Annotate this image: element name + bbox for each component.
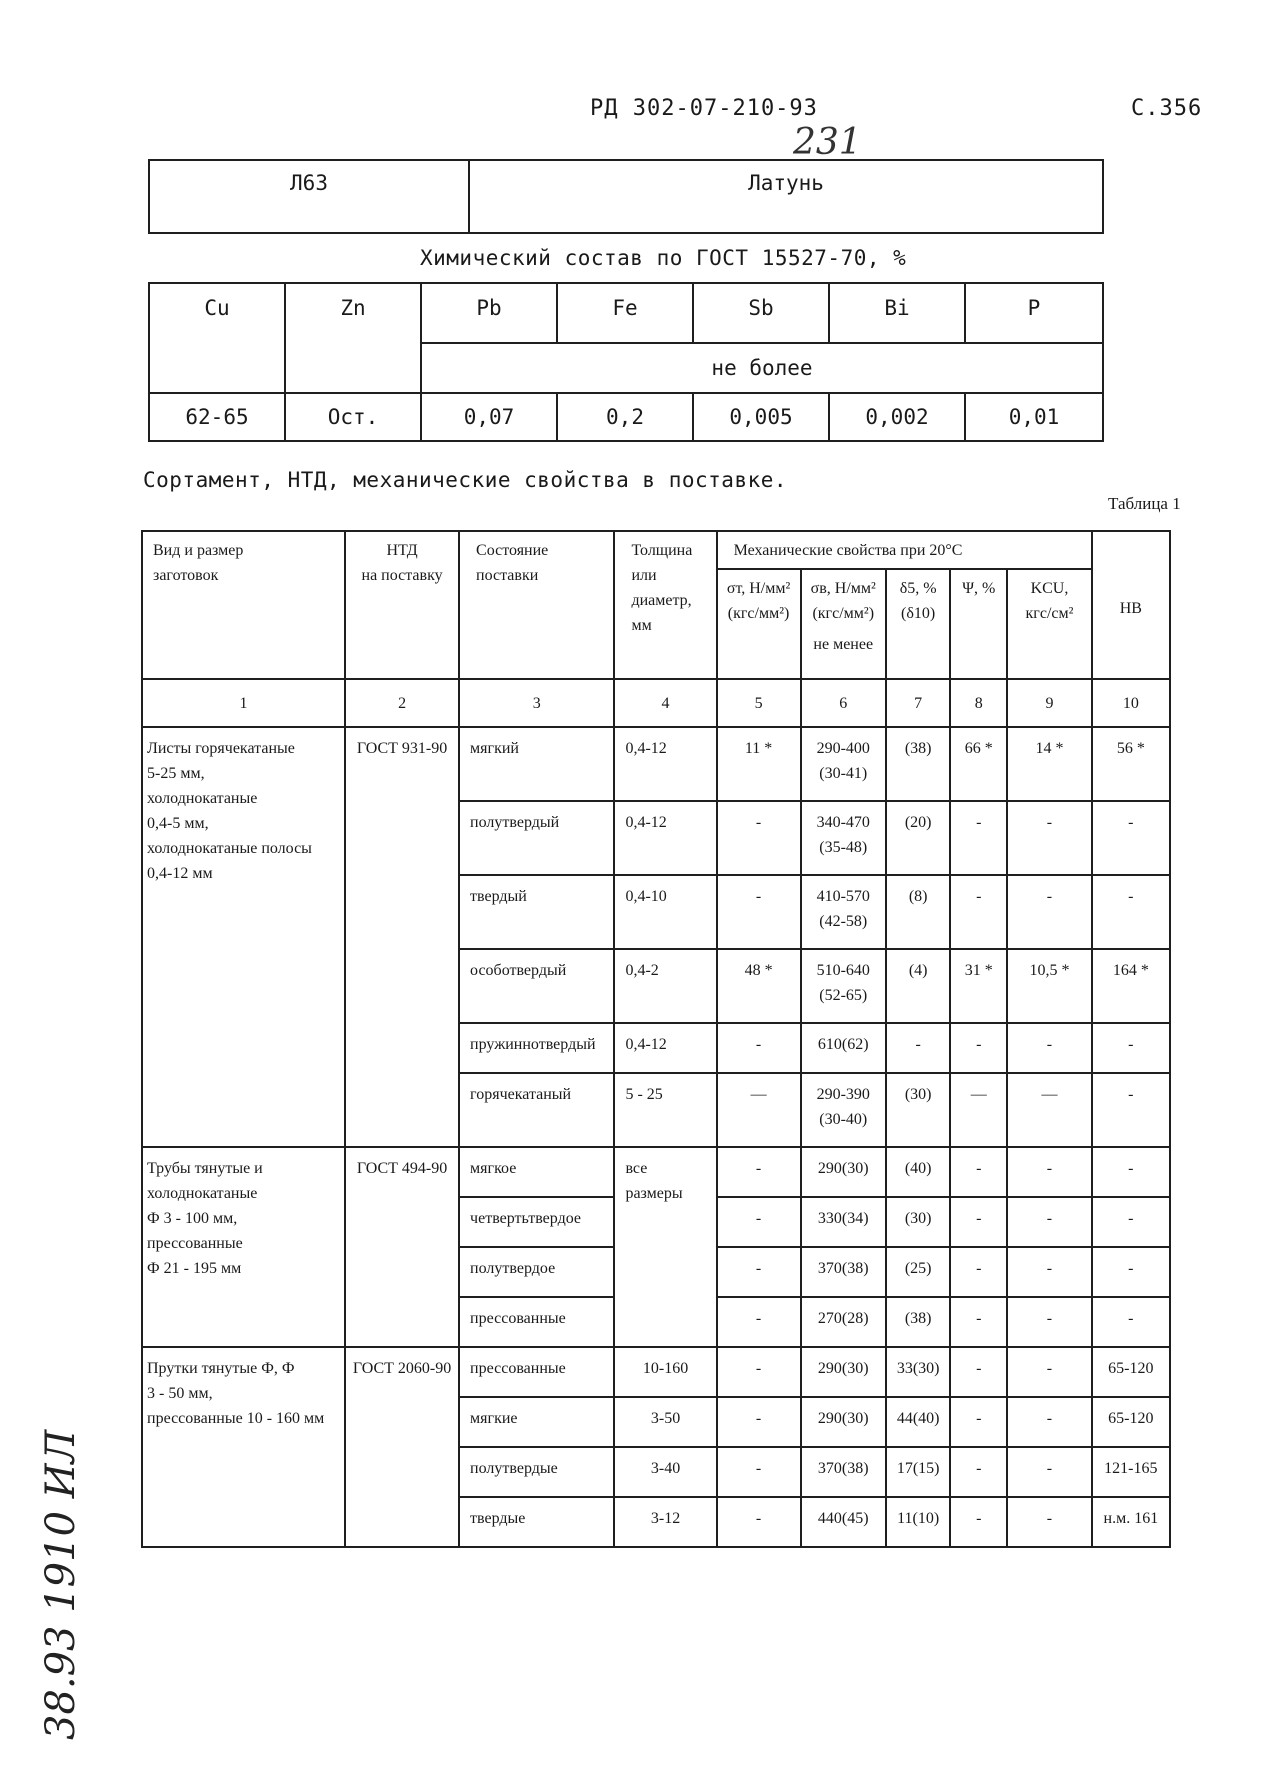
psi-cell: -: [950, 1397, 1007, 1447]
sigma-v-cell: 410-570 (42-58): [801, 875, 886, 949]
kcu-cell: -: [1007, 1447, 1091, 1497]
chem-header-cu: Cu: [149, 283, 285, 393]
sigma-v-cell: 290(30): [801, 1347, 886, 1397]
material-grade: Л63: [149, 160, 469, 233]
sigma-t-cell: -: [717, 1447, 801, 1497]
group3-ntd: ГОСТ 2060-90: [345, 1347, 459, 1547]
sigma-v-cell: 340-470 (35-48): [801, 801, 886, 875]
sigma-v-cell: 440(45): [801, 1497, 886, 1547]
state-cell: мягкое: [459, 1147, 614, 1197]
sigma-t-cell: -: [717, 1247, 801, 1297]
state-cell: твердый: [459, 875, 614, 949]
col-num: 2: [345, 679, 459, 727]
state-cell: полутвердое: [459, 1247, 614, 1297]
kcu-cell: -: [1007, 1147, 1091, 1197]
table-row: [142, 727, 1170, 801]
state-cell: горячекатаный: [459, 1073, 614, 1147]
thickness-cell: 0,4-12: [614, 727, 716, 801]
delta-cell: (38): [886, 727, 950, 801]
chem-value-bi: 0,002: [829, 393, 965, 441]
kcu-cell: -: [1007, 875, 1091, 949]
thickness-cell: 0,4-12: [614, 801, 716, 875]
delta-cell: 44(40): [886, 1397, 950, 1447]
psi-cell: -: [950, 1023, 1007, 1073]
sigma-t-cell: -: [717, 1297, 801, 1347]
state-cell: пружиннотвердый: [459, 1023, 614, 1073]
psi-cell: -: [950, 1347, 1007, 1397]
column-number-row: [142, 679, 1170, 727]
thickness-cell: 0,4-2: [614, 949, 716, 1023]
header-state: Состояние поставки: [459, 531, 614, 679]
chem-limit-note: не более: [421, 343, 1103, 393]
chem-header-p: P: [965, 283, 1103, 343]
header-delta: δ5, % (δ10): [886, 569, 950, 679]
header-min-note: не менее: [813, 636, 874, 653]
state-cell: особотвердый: [459, 949, 614, 1023]
delta-cell: 11(10): [886, 1497, 950, 1547]
sigma-v-cell: 330(34): [801, 1197, 886, 1247]
kcu-cell: -: [1007, 1197, 1091, 1247]
material-name: Латунь: [469, 160, 1103, 233]
sigma-v-cell: 270(28): [801, 1297, 886, 1347]
sigma-t-cell: -: [717, 1397, 801, 1447]
group2-form: Трубы тянутые и холоднокатаные Ф 3 - 100 мм, прессованные Ф 21 - 195 мм: [142, 1147, 345, 1347]
psi-cell: -: [950, 1197, 1007, 1247]
chem-value-fe: 0,2: [557, 393, 693, 441]
delta-cell: (40): [886, 1147, 950, 1197]
sigma-t-cell: -: [717, 1147, 801, 1197]
header-form: Вид и размер заготовок: [142, 531, 345, 679]
sigma-t-cell: -: [717, 1497, 801, 1547]
chem-title: Химический состав по ГОСТ 15527-70, %: [420, 246, 907, 270]
chem-header-pb: Pb: [421, 283, 557, 343]
col-num: 3: [459, 679, 614, 727]
header-sigma-t: σт, Н/мм² (кгс/мм²): [717, 569, 801, 679]
sigma-v-cell: 290-390 (30-40): [801, 1073, 886, 1147]
state-cell: полутвердый: [459, 801, 614, 875]
hb-cell: -: [1092, 1023, 1170, 1073]
col-num: 6: [801, 679, 886, 727]
delta-cell: (38): [886, 1297, 950, 1347]
delta-cell: (25): [886, 1247, 950, 1297]
psi-cell: -: [950, 1147, 1007, 1197]
document-code: РД 302-07-210-93: [590, 96, 818, 121]
header-sigma-v: σв, Н/мм² (кгс/мм²) не менее: [801, 569, 886, 679]
thickness-cell: 3-40: [614, 1447, 716, 1497]
kcu-cell: 10,5 *: [1007, 949, 1091, 1023]
thickness-cell: 3-50: [614, 1397, 716, 1447]
delta-cell: (30): [886, 1073, 950, 1147]
kcu-cell: -: [1007, 801, 1091, 875]
chem-header-zn: Zn: [285, 283, 421, 393]
sigma-t-cell: -: [717, 875, 801, 949]
hb-cell: 65-120: [1092, 1397, 1170, 1447]
thickness-cell: 5 - 25: [614, 1073, 716, 1147]
kcu-cell: —: [1007, 1073, 1091, 1147]
hb-cell: 121-165: [1092, 1447, 1170, 1497]
material-table: [148, 159, 1104, 234]
kcu-cell: -: [1007, 1297, 1091, 1347]
col-num: 8: [950, 679, 1007, 727]
thickness-cell: 0,4-12: [614, 1023, 716, 1073]
header-ntd: НТД на поставку: [345, 531, 459, 679]
psi-cell: -: [950, 801, 1007, 875]
chem-value-sb: 0,005: [693, 393, 829, 441]
delta-cell: -: [886, 1023, 950, 1073]
psi-cell: -: [950, 1247, 1007, 1297]
sortament-title: Сортамент, НТД, механические свойства в поставке.: [143, 468, 788, 492]
group3-form: Прутки тянутые Ф, Ф 3 - 50 мм, прессованные 10 - 160 мм: [142, 1347, 345, 1547]
kcu-cell: -: [1007, 1347, 1091, 1397]
state-cell: полутвердые: [459, 1447, 614, 1497]
sigma-t-cell: -: [717, 1197, 801, 1247]
col-num: 7: [886, 679, 950, 727]
psi-cell: 31 *: [950, 949, 1007, 1023]
delta-cell: (20): [886, 801, 950, 875]
delta-cell: 33(30): [886, 1347, 950, 1397]
header-kcu: KCU, кгс/см²: [1007, 569, 1091, 679]
hb-cell: -: [1092, 1247, 1170, 1297]
chem-value-pb: 0,07: [421, 393, 557, 441]
table-label: Таблица 1: [1108, 494, 1181, 513]
handwritten-number: 231: [793, 122, 862, 163]
hb-cell: 65-120: [1092, 1347, 1170, 1397]
group1-ntd: ГОСТ 931-90: [345, 727, 459, 1147]
psi-cell: -: [950, 1497, 1007, 1547]
page-number: С.356: [1131, 96, 1203, 121]
hb-cell: н.м. 161: [1092, 1497, 1170, 1547]
kcu-cell: -: [1007, 1397, 1091, 1447]
thickness-cell: 0,4-10: [614, 875, 716, 949]
kcu-cell: 14 *: [1007, 727, 1091, 801]
col-num: 4: [614, 679, 716, 727]
chem-header-sb: Sb: [693, 283, 829, 343]
delta-cell: (8): [886, 875, 950, 949]
header-hb: НВ: [1092, 531, 1170, 679]
psi-cell: 66 *: [950, 727, 1007, 801]
chem-value-p: 0,01: [965, 393, 1103, 441]
table-row: [142, 1347, 1170, 1397]
sigma-t-cell: -: [717, 1347, 801, 1397]
group2-ntd: ГОСТ 494-90: [345, 1147, 459, 1347]
state-cell: четвертьтвердое: [459, 1197, 614, 1247]
sigma-v-cell: 370(38): [801, 1247, 886, 1297]
hb-cell: -: [1092, 1197, 1170, 1247]
table-row: [142, 1147, 1170, 1197]
col-num: 1: [142, 679, 345, 727]
hb-cell: -: [1092, 875, 1170, 949]
sigma-t-cell: —: [717, 1073, 801, 1147]
hb-cell: -: [1092, 1073, 1170, 1147]
delta-cell: (30): [886, 1197, 950, 1247]
properties-table: [141, 530, 1171, 1548]
state-cell: прессованные: [459, 1297, 614, 1347]
state-cell: твердые: [459, 1497, 614, 1547]
header-thickness: Толщина или диаметр, мм: [614, 531, 716, 679]
hb-cell: 164 *: [1092, 949, 1170, 1023]
thickness-cell: 10-160: [614, 1347, 716, 1397]
psi-cell: -: [950, 875, 1007, 949]
hb-cell: -: [1092, 1147, 1170, 1197]
kcu-cell: -: [1007, 1023, 1091, 1073]
state-cell: прессованные: [459, 1347, 614, 1397]
sigma-v-cell: 290(30): [801, 1147, 886, 1197]
state-cell: мягкий: [459, 727, 614, 801]
chem-table: [148, 282, 1104, 442]
hb-cell: -: [1092, 1297, 1170, 1347]
col-num: 10: [1092, 679, 1170, 727]
psi-cell: —: [950, 1073, 1007, 1147]
sigma-t-cell: -: [717, 1023, 801, 1073]
group2-thickness: все размеры: [614, 1147, 716, 1347]
hb-cell: 56 *: [1092, 727, 1170, 801]
sigma-t-cell: -: [717, 801, 801, 875]
sigma-v-cell: 370(38): [801, 1447, 886, 1497]
hb-cell: -: [1092, 801, 1170, 875]
col-num: 9: [1007, 679, 1091, 727]
chem-value-cu: 62-65: [149, 393, 285, 441]
chem-value-zn: Ост.: [285, 393, 421, 441]
col-num: 5: [717, 679, 801, 727]
sigma-v-cell: 290(30): [801, 1397, 886, 1447]
sigma-v-cell: 290-400 (30-41): [801, 727, 886, 801]
chem-header-bi: Bi: [829, 283, 965, 343]
delta-cell: 17(15): [886, 1447, 950, 1497]
sigma-t-cell: 48 *: [717, 949, 801, 1023]
handwritten-side-note: 38.93 1910 ИЛ: [38, 1430, 84, 1740]
sigma-t-cell: 11 *: [717, 727, 801, 801]
psi-cell: -: [950, 1447, 1007, 1497]
thickness-cell: 3-12: [614, 1497, 716, 1547]
sigma-v-cell: 610(62): [801, 1023, 886, 1073]
kcu-cell: -: [1007, 1247, 1091, 1297]
header-mech: Механические свойства при 20°С: [717, 531, 1092, 569]
kcu-cell: -: [1007, 1497, 1091, 1547]
psi-cell: -: [950, 1297, 1007, 1347]
state-cell: мягкие: [459, 1397, 614, 1447]
sigma-v-cell: 510-640 (52-65): [801, 949, 886, 1023]
group1-form: Листы горячекатаные 5-25 мм, холоднокатаные 0,4-5 мм, холоднокатаные полосы 0,4-12 мм: [142, 727, 345, 1147]
chem-header-fe: Fe: [557, 283, 693, 343]
delta-cell: (4): [886, 949, 950, 1023]
header-psi: Ψ, %: [950, 569, 1007, 679]
